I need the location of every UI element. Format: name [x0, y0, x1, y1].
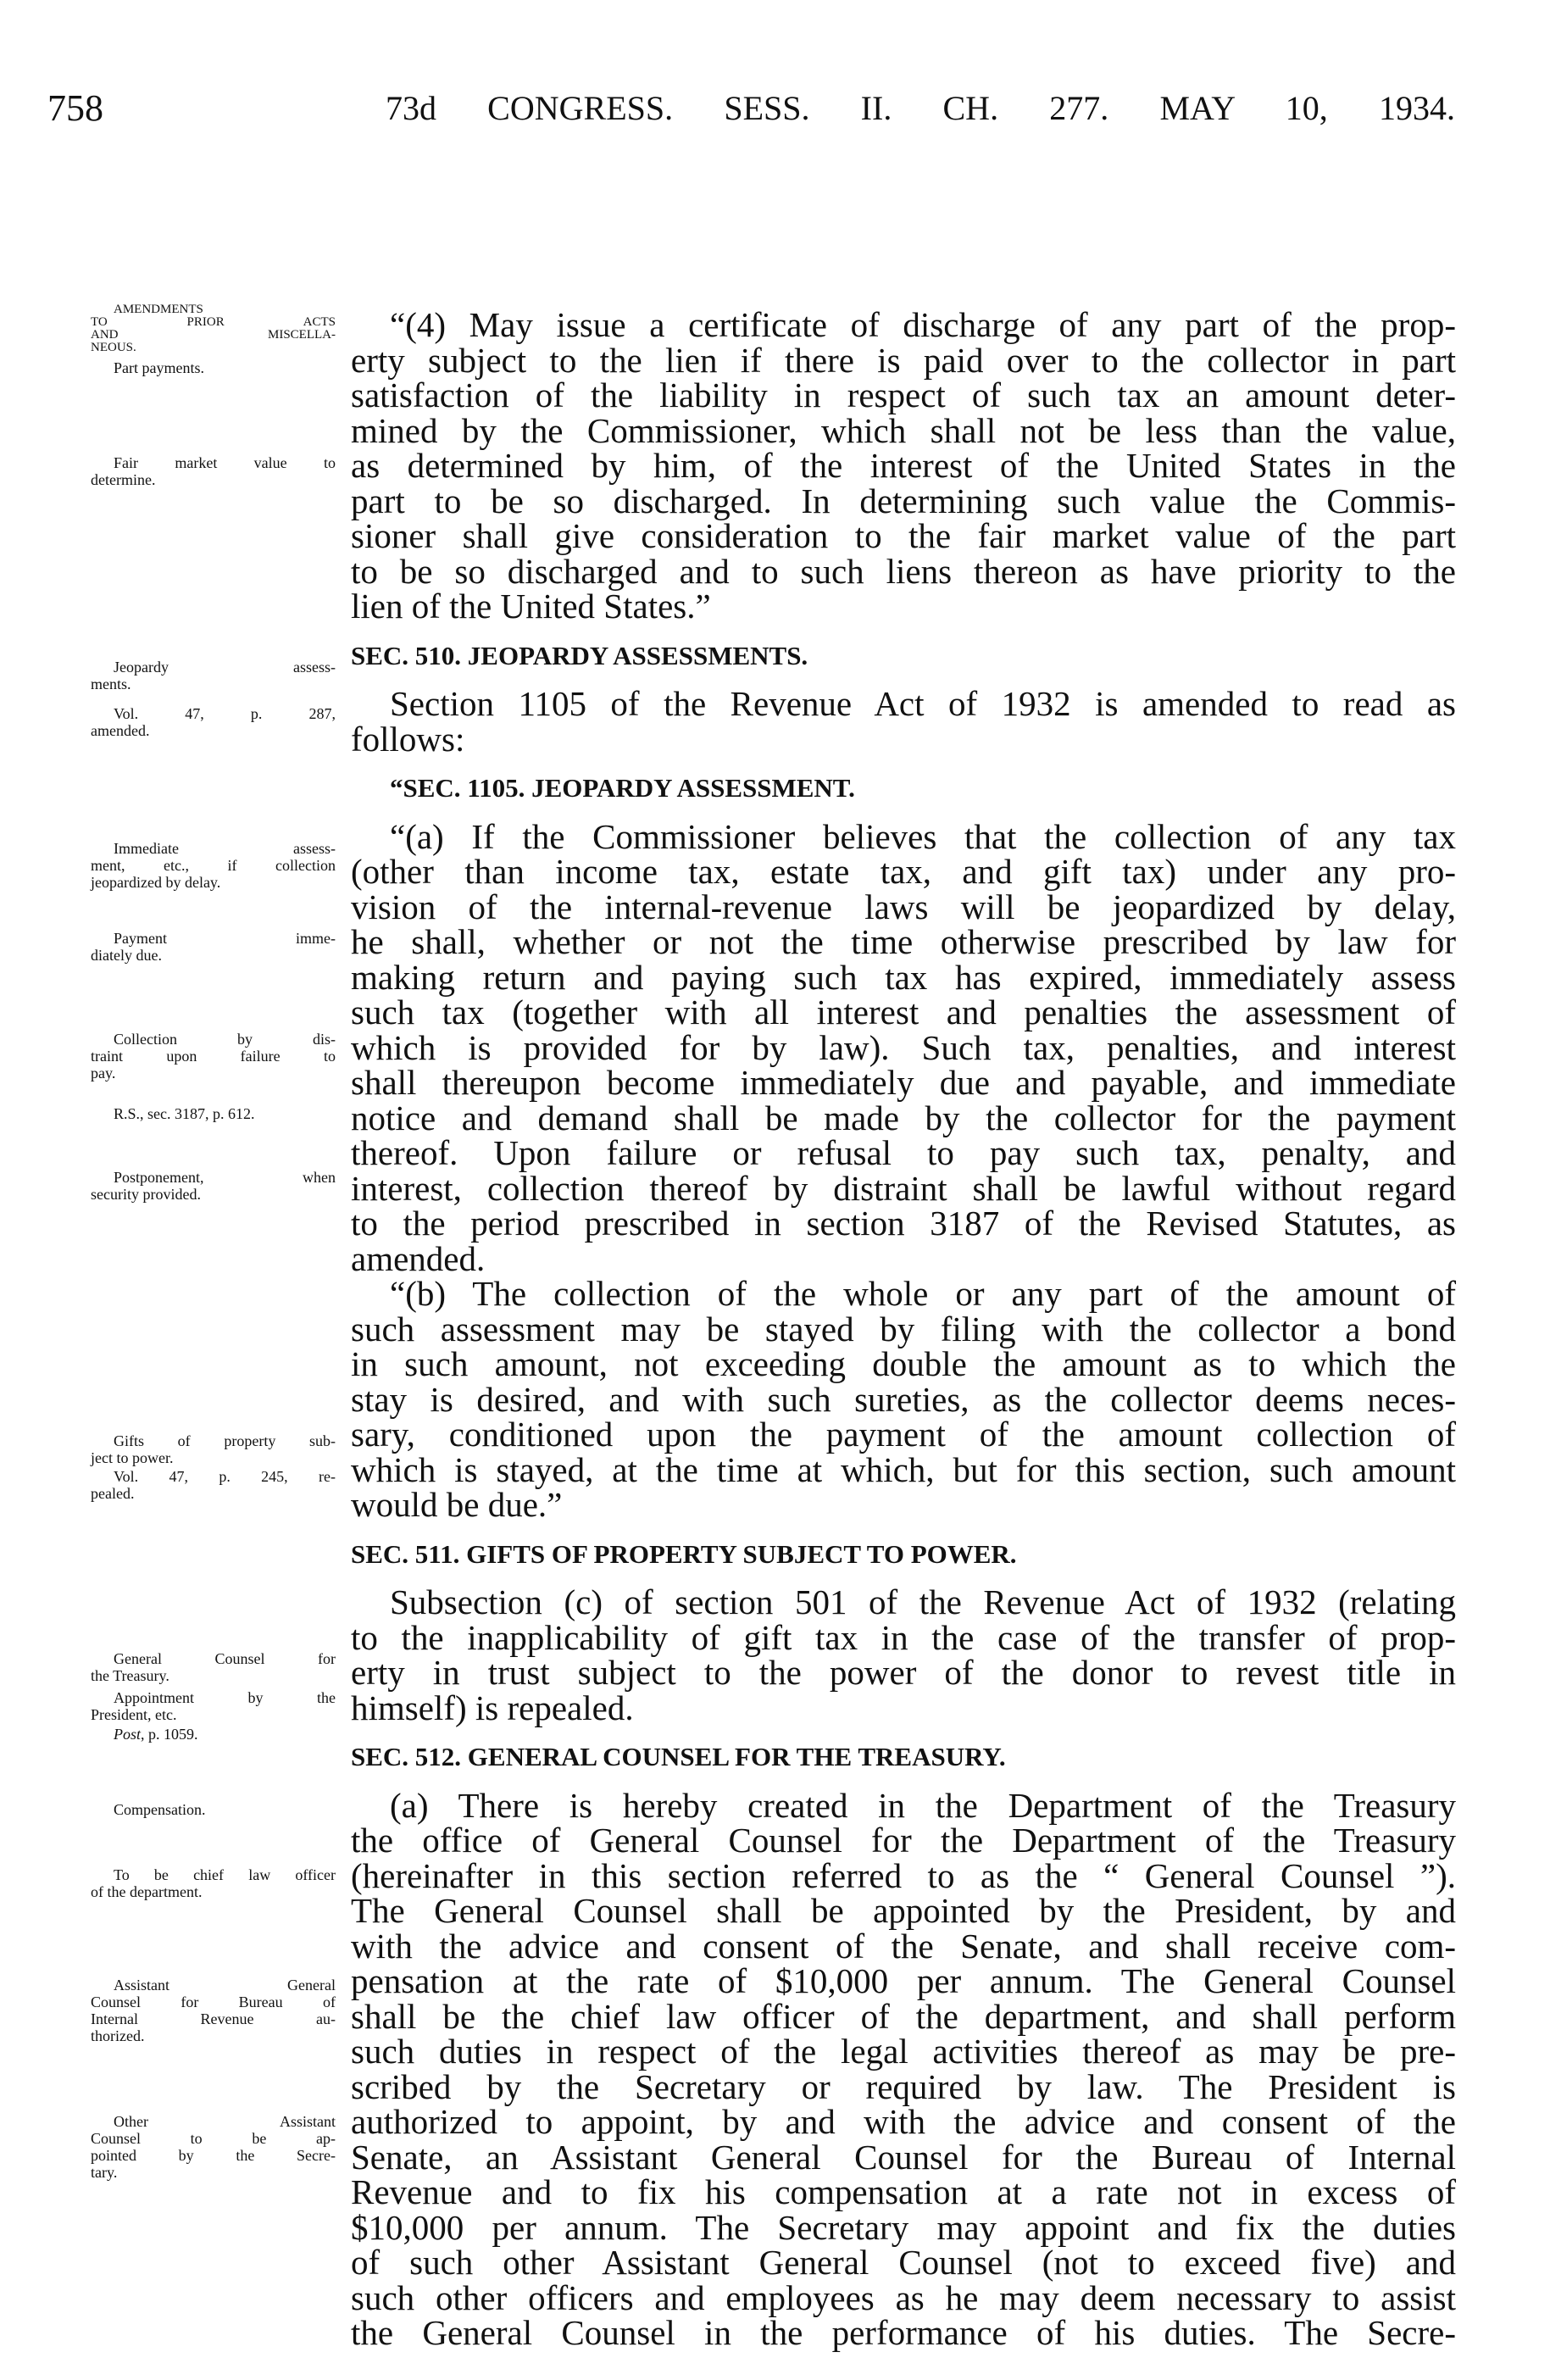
text-line: to the period prescribed in section 3187 of the Revised Statutes, as [351, 1204, 1456, 1243]
margin-note [91, 1105, 336, 1122]
text-line: shall thereupon become immediately due and payable, and immediate [351, 1063, 1456, 1102]
margin-note-line [91, 1726, 336, 1743]
margin-note-line: Counsel to be ap- [91, 2130, 336, 2147]
section-heading: SEC. 511. GIFTS OF PROPERTY SUBJECT TO POWER. [351, 1538, 1017, 1569]
text-line: of such other Assistant General Counsel (not to exceed five) and [351, 2243, 1456, 2282]
margin-note-line: Payment imme- [114, 930, 336, 947]
margin-note-line: Part payments. [114, 359, 204, 376]
text-line: lien of the United States.” [351, 587, 711, 626]
text-line: scribed by the Secretary or required by law. The President is [351, 2066, 1456, 2106]
margin-note-line: Appointment by the [114, 1689, 336, 1706]
margin-note [91, 930, 336, 964]
section-heading: SEC. 510. JEOPARDY ASSESSMENTS. [351, 640, 808, 670]
text-line: the office of General Counsel for the Department of the Treasury [351, 1821, 1456, 1860]
margin-note [91, 359, 336, 376]
running-head: 73d CONGRESS. SESS. II. CH. 277. MAY 10, 1934. [386, 89, 1455, 127]
text-line: he shall, whether or not the time otherwise prescribed by law for [351, 922, 1456, 961]
text-line: erty in trust subject to the power of the donor to revest title in [351, 1653, 1456, 1692]
text-line: himself) is repealed. [351, 1688, 634, 1727]
text-line: interest, collection thereof by distraint shall be lawful without regard [351, 1168, 1456, 1208]
text-line: to be so discharged and to such liens thereon as have priority to the [351, 551, 1456, 591]
text-line: such other officers and employees as he may deem necessary to assist [351, 2277, 1456, 2317]
margin-note [91, 1977, 336, 2044]
text-line: satisfaction of the liability in respect of such tax an amount deter- [351, 375, 1456, 414]
margin-note-line: the Treasury. [91, 1667, 169, 1684]
text-line: sioner shall give consideration to the fair market value of the part [351, 516, 1456, 555]
section-heading: SEC. 512. GENERAL COUNSEL FOR THE TREASURY. [351, 1742, 1006, 1771]
page-number: 758 [47, 87, 103, 129]
margin-note-line: pealed. [91, 1485, 135, 1502]
margin-note-line: pointed by the Secre- [91, 2147, 336, 2164]
text-line: the General Counsel in the performance of his duties. The Secre- [351, 2313, 1456, 2352]
margin-note [91, 1468, 336, 1502]
text-line: as determined by him, of the interest of the United States in the [351, 446, 1456, 485]
margin-note-line: ments. [91, 676, 131, 692]
margin-note-line: Compensation. [114, 1801, 206, 1818]
text-line: sary, conditioned upon the payment of the amount collection of [351, 1415, 1456, 1454]
margin-note-line: Jeopardy assess- [114, 659, 336, 676]
margin-note-line: AMENDMENTS [114, 303, 203, 316]
text-line: The General Counsel shall be appointed by the President, by and [351, 1891, 1456, 1930]
text-line: authorized to appoint, by and with the advice and consent of the [351, 2102, 1456, 2141]
text-line: would be due.” [351, 1485, 563, 1524]
text-line: part to be so discharged. In determining such value the Commis- [351, 481, 1456, 520]
text-line: (a) There is hereby created in the Department of the Treasury [390, 1785, 1456, 1825]
text-line: $10,000 per annum. The Secretary may appoint and fix the duties [351, 2207, 1456, 2247]
margin-note-line: Internal Revenue au- [91, 2010, 336, 2027]
margin-note-italic: Post [114, 1726, 142, 1743]
text-line: thereof. Upon failure or refusal to pay such tax, penalty, and [351, 1133, 1456, 1172]
margin-note-line: President, etc. [91, 1706, 177, 1723]
text-line: making return and paying such tax has expired, immediately assess [351, 957, 1456, 997]
margin-note [91, 1169, 336, 1203]
margin-note-line: Assistant General [114, 1977, 336, 1994]
margin-note [91, 705, 336, 739]
text-line: vision of the internal-revenue laws will be jeopardized by delay, [351, 887, 1456, 926]
margin-note-line: traint upon failure to [91, 1048, 336, 1065]
text-line: in such amount, not exceeding double the amount as to which the [351, 1344, 1456, 1383]
margin-note-line: Vol. 47, p. 245, re- [114, 1468, 336, 1485]
text-line: such assessment may be stayed by filing with the collector a bond [351, 1309, 1456, 1348]
margin-note [91, 2113, 336, 2181]
margin-note [91, 1432, 336, 1466]
margin-note-line: jeopardized by delay. [91, 874, 221, 891]
text-line: amended. [351, 1238, 486, 1278]
text-line: such duties in respect of the legal activities thereof as may be pre- [351, 2032, 1456, 2071]
margin-note-line: Fair market value to [114, 454, 336, 471]
margin-note-line: security provided. [91, 1186, 201, 1203]
margin-note-line: Collection by dis- [114, 1031, 336, 1048]
text-line: such tax (together with all interest and penalties the assessment of [351, 993, 1456, 1032]
margin-note-line: of the department. [91, 1883, 203, 1900]
margin-note-line: ject to power. [91, 1449, 174, 1466]
margin-note-line: R.S., sec. 3187, p. 612. [114, 1105, 255, 1122]
margin-note-line: AND MISCELLA- [91, 328, 336, 342]
text-line: erty subject to the lien if there is paid over to the collector in part [351, 340, 1456, 380]
text-line: Senate, an Assistant General Counsel for the Bureau of Internal [351, 2137, 1456, 2177]
margin-note [91, 1726, 336, 1743]
margin-note-line: ment, etc., if collection [91, 857, 336, 874]
text-line: “(a) If the Commissioner believes that the collection of any tax [390, 816, 1456, 856]
text-line: mined by the Commissioner, which shall not be less than the value, [351, 410, 1456, 450]
text-line: which is provided for by law). Such tax, penalties, and interest [351, 1027, 1456, 1067]
text-line: to the inapplicability of gift tax in the case of the transfer of prop- [351, 1617, 1456, 1657]
margin-note-line: Gifts of property sub- [114, 1432, 336, 1449]
text-line: shall be the chief law officer of the department, and shall perform [351, 1996, 1456, 2036]
margin-note-line: Other Assistant [114, 2113, 336, 2130]
section-heading: “SEC. 1105. JEOPARDY ASSESSMENT. [390, 773, 855, 803]
margin-note-line: Counsel for Bureau of [91, 1994, 336, 2010]
margin-note [91, 659, 336, 692]
text-line: “(b) The collection of the whole or any part of the amount of [390, 1274, 1456, 1313]
margin-note-line: Vol. 47, p. 287, [114, 705, 336, 722]
margin-note-line: General Counsel for [114, 1650, 336, 1667]
margin-note-line: NEOUS. [91, 341, 136, 354]
margin-note [91, 303, 336, 354]
margin-note-line: TO PRIOR ACTS [91, 315, 336, 329]
margin-note-line: determine. [91, 471, 156, 488]
margin-note-line: thorized. [91, 2027, 145, 2044]
margin-note [91, 1801, 336, 1818]
margin-note [91, 840, 336, 891]
margin-note-line: amended. [91, 722, 150, 739]
text-line: Section 1105 of the Revenue Act of 1932 is amended to read as [390, 684, 1456, 723]
margin-note-line: tary. [91, 2164, 118, 2181]
statute-text [351, 305, 1456, 2352]
text-line: pensation at the rate of $10,000 per annum. The General Counsel [351, 1961, 1456, 2000]
margin-note-text: , p. 1059. [141, 1726, 198, 1743]
margin-note [91, 1650, 336, 1684]
margin-note-line: To be chief law officer [114, 1866, 336, 1883]
text-line: with the advice and consent of the Senate, and shall receive com- [351, 1926, 1456, 1966]
margin-note-line: Immediate assess- [114, 840, 336, 857]
text-line: (hereinafter in this section referred to as the “ General Counsel ”). [351, 1855, 1456, 1895]
margin-note [91, 1031, 336, 1082]
margin-note [91, 454, 336, 488]
text-line: (other than income tax, estate tax, and gift tax) under any pro- [351, 852, 1456, 891]
text-line: “(4) May issue a certificate of discharge of any part of the prop- [390, 305, 1456, 344]
text-line: Subsection (c) of section 501 of the Revenue Act of 1932 (relating [390, 1582, 1456, 1621]
margin-note-line: diately due. [91, 947, 162, 964]
text-line: stay is desired, and with such sureties, as the collector deems neces- [351, 1379, 1456, 1419]
text-line: Revenue and to fix his compensation at a rate not in excess of [351, 2172, 1456, 2211]
margin-note [91, 1689, 336, 1723]
margin-note [91, 1866, 336, 1900]
margin-note-line: Postponement, when [114, 1169, 336, 1186]
text-line: follows: [351, 719, 465, 759]
margin-note-line: pay. [91, 1065, 116, 1082]
text-line: which is stayed, at the time at which, but for this section, such amount [351, 1449, 1456, 1489]
text-line: notice and demand shall be made by the collector for the payment [351, 1098, 1456, 1137]
